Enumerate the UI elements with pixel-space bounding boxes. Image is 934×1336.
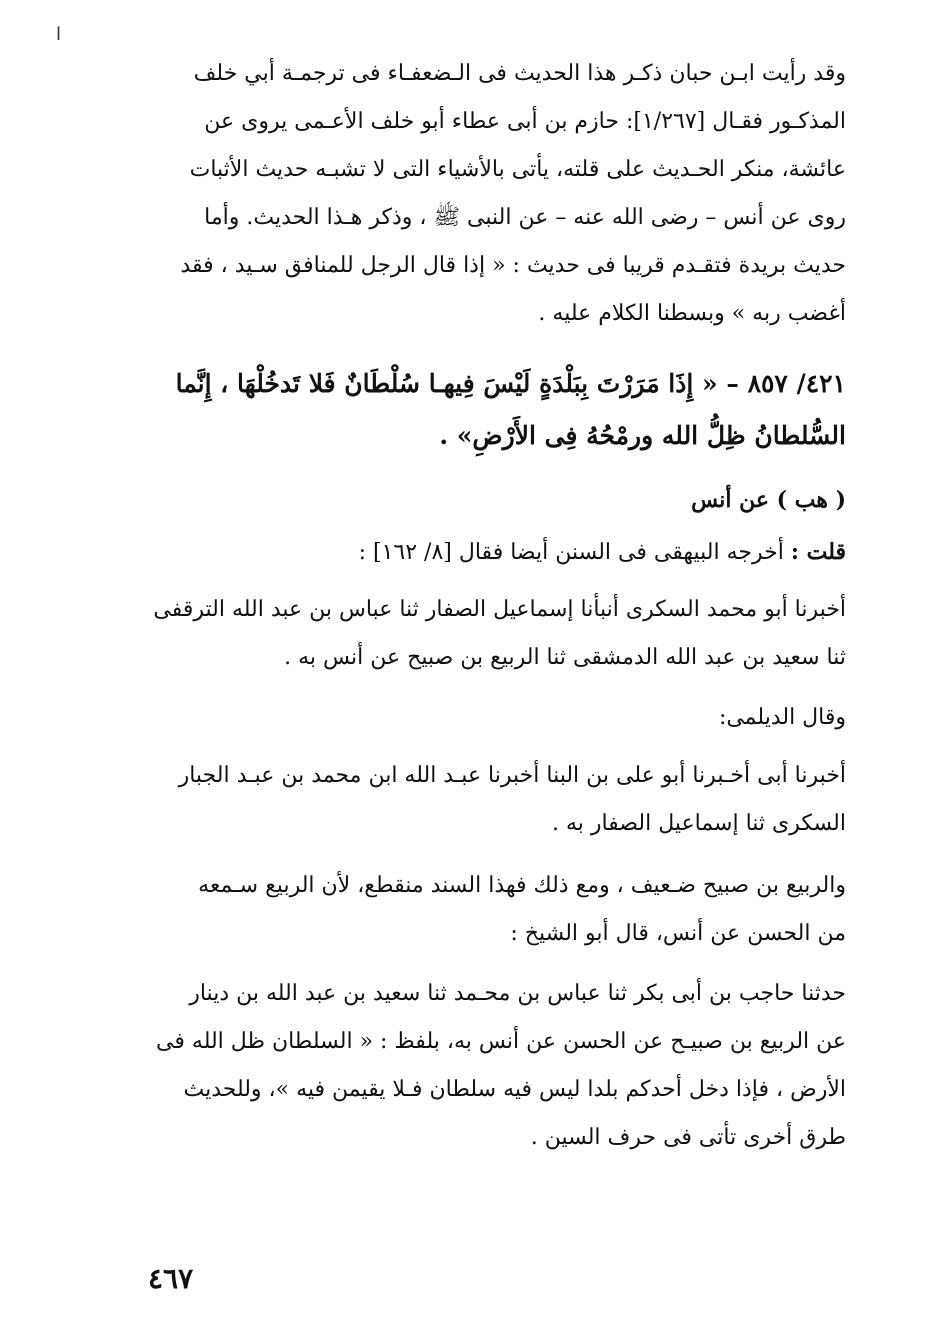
- source-line: ( هب ) عن أنس: [691, 487, 846, 513]
- text-line: وقد رأيت ابـن حبان ذكـر هذا الحديث فى الـضعفـاء فى ترجمـة أبي خلف: [193, 61, 846, 86]
- text-line: والربيع بن صبيح ضـعيف ، ومع ذلك فهذا السند منقطع، لأن الربيع سـمعه: [198, 873, 846, 898]
- text-line: طرق أخرى تأتى فى حرف السين .: [530, 1125, 846, 1150]
- text-line: حديث بريدة فتقـدم قريبا فى حديث : « إذا قال الرجل للمنافق سـيد ، فقد: [180, 253, 846, 278]
- text-line: السكرى ثنا إسماعيل الصفار به .: [551, 811, 846, 836]
- qultu-line: [140, 528, 846, 577]
- paragraph-abu-shaykh: [140, 970, 846, 1162]
- text-line: أغضب ربه » وبسطنا الكلام عليه .: [538, 301, 846, 326]
- text-line: ثنا سعيد بن عبد الله الدمشقى ثنا الربيع بن صبيح عن أنس به .: [284, 645, 846, 670]
- hadith-line: ٤٢١/ ٨٥٧ – « إِذَا مَرَرْتَ بِبَلْدَةٍ لَيْسَ فِيهـا سُلْطَانٌ فَلا تَدخُلْهَا ، إِنَّما: [175, 369, 846, 398]
- qultu-lead: قلت :: [790, 539, 846, 565]
- text-line: روى عن أنس – رضى الله عنه – عن النبى ﷺ ، وذكر هـذا الحديث. وأما: [204, 205, 846, 230]
- qultu-text: أخرجه البيهقى فى السنن أيضا فقال [٨/ ١٦٢] :: [358, 540, 791, 565]
- isnad-daylami: [140, 752, 846, 848]
- hadith-line: السُّلطانُ ظِلُّ الله ورمْحُهُ فِى الأَرْضِ» .: [439, 421, 846, 450]
- text-line: المذكـور فقـال [١/٢٦٧]: حازم بن أبى عطاء أبو خلف الأعـمى يروى عن: [204, 109, 846, 134]
- text-line: عائشة، منكر الحـديث على قلته، يأتى بالأشياء التى لا تشبـه حديث الأثبات: [189, 157, 846, 182]
- hadith-text: [140, 358, 846, 462]
- text-line: أخبرنا أبو محمد السكرى أنبأنا إسماعيل الصفار ثنا عباس بن عبد الله الترقفى: [153, 597, 846, 622]
- text-line: الأرض ، فإذا دخل أحدكم بلدا ليس فيه سلطان فـلا يقيمن فيه »، وللحديث: [183, 1077, 846, 1102]
- text-line: عن الربيع بن صبيـح عن الحسن عن أنس به، بلفظ : « السلطان ظل الله فى: [156, 1029, 846, 1054]
- corner-mark: ا: [56, 24, 62, 45]
- text-line: أخبرنا أبى أخـبرنا أبو على بن البنا أخبرنا عبـد الله ابن محمد بن عبـد الجبار: [178, 763, 846, 788]
- paragraph-ibn-hibban: [140, 50, 846, 338]
- qultu-paragraph: [140, 528, 846, 577]
- hadith-source: [140, 476, 846, 524]
- daylami-heading: [140, 694, 846, 742]
- text-line: من الحسن عن أنس، قال أبو الشيخ :: [510, 921, 846, 946]
- text-line: حدثنا حاجب بن أبى بكر ثنا عباس بن محـمد ثنا سعيد بن عبد الله بن دينار: [189, 981, 846, 1006]
- page-number: ٤٦٧: [148, 1262, 194, 1295]
- text-line: وقال الديلمى:: [718, 705, 846, 730]
- isnad-bayhaqi: [140, 586, 846, 682]
- paragraph-rabi: [140, 862, 846, 958]
